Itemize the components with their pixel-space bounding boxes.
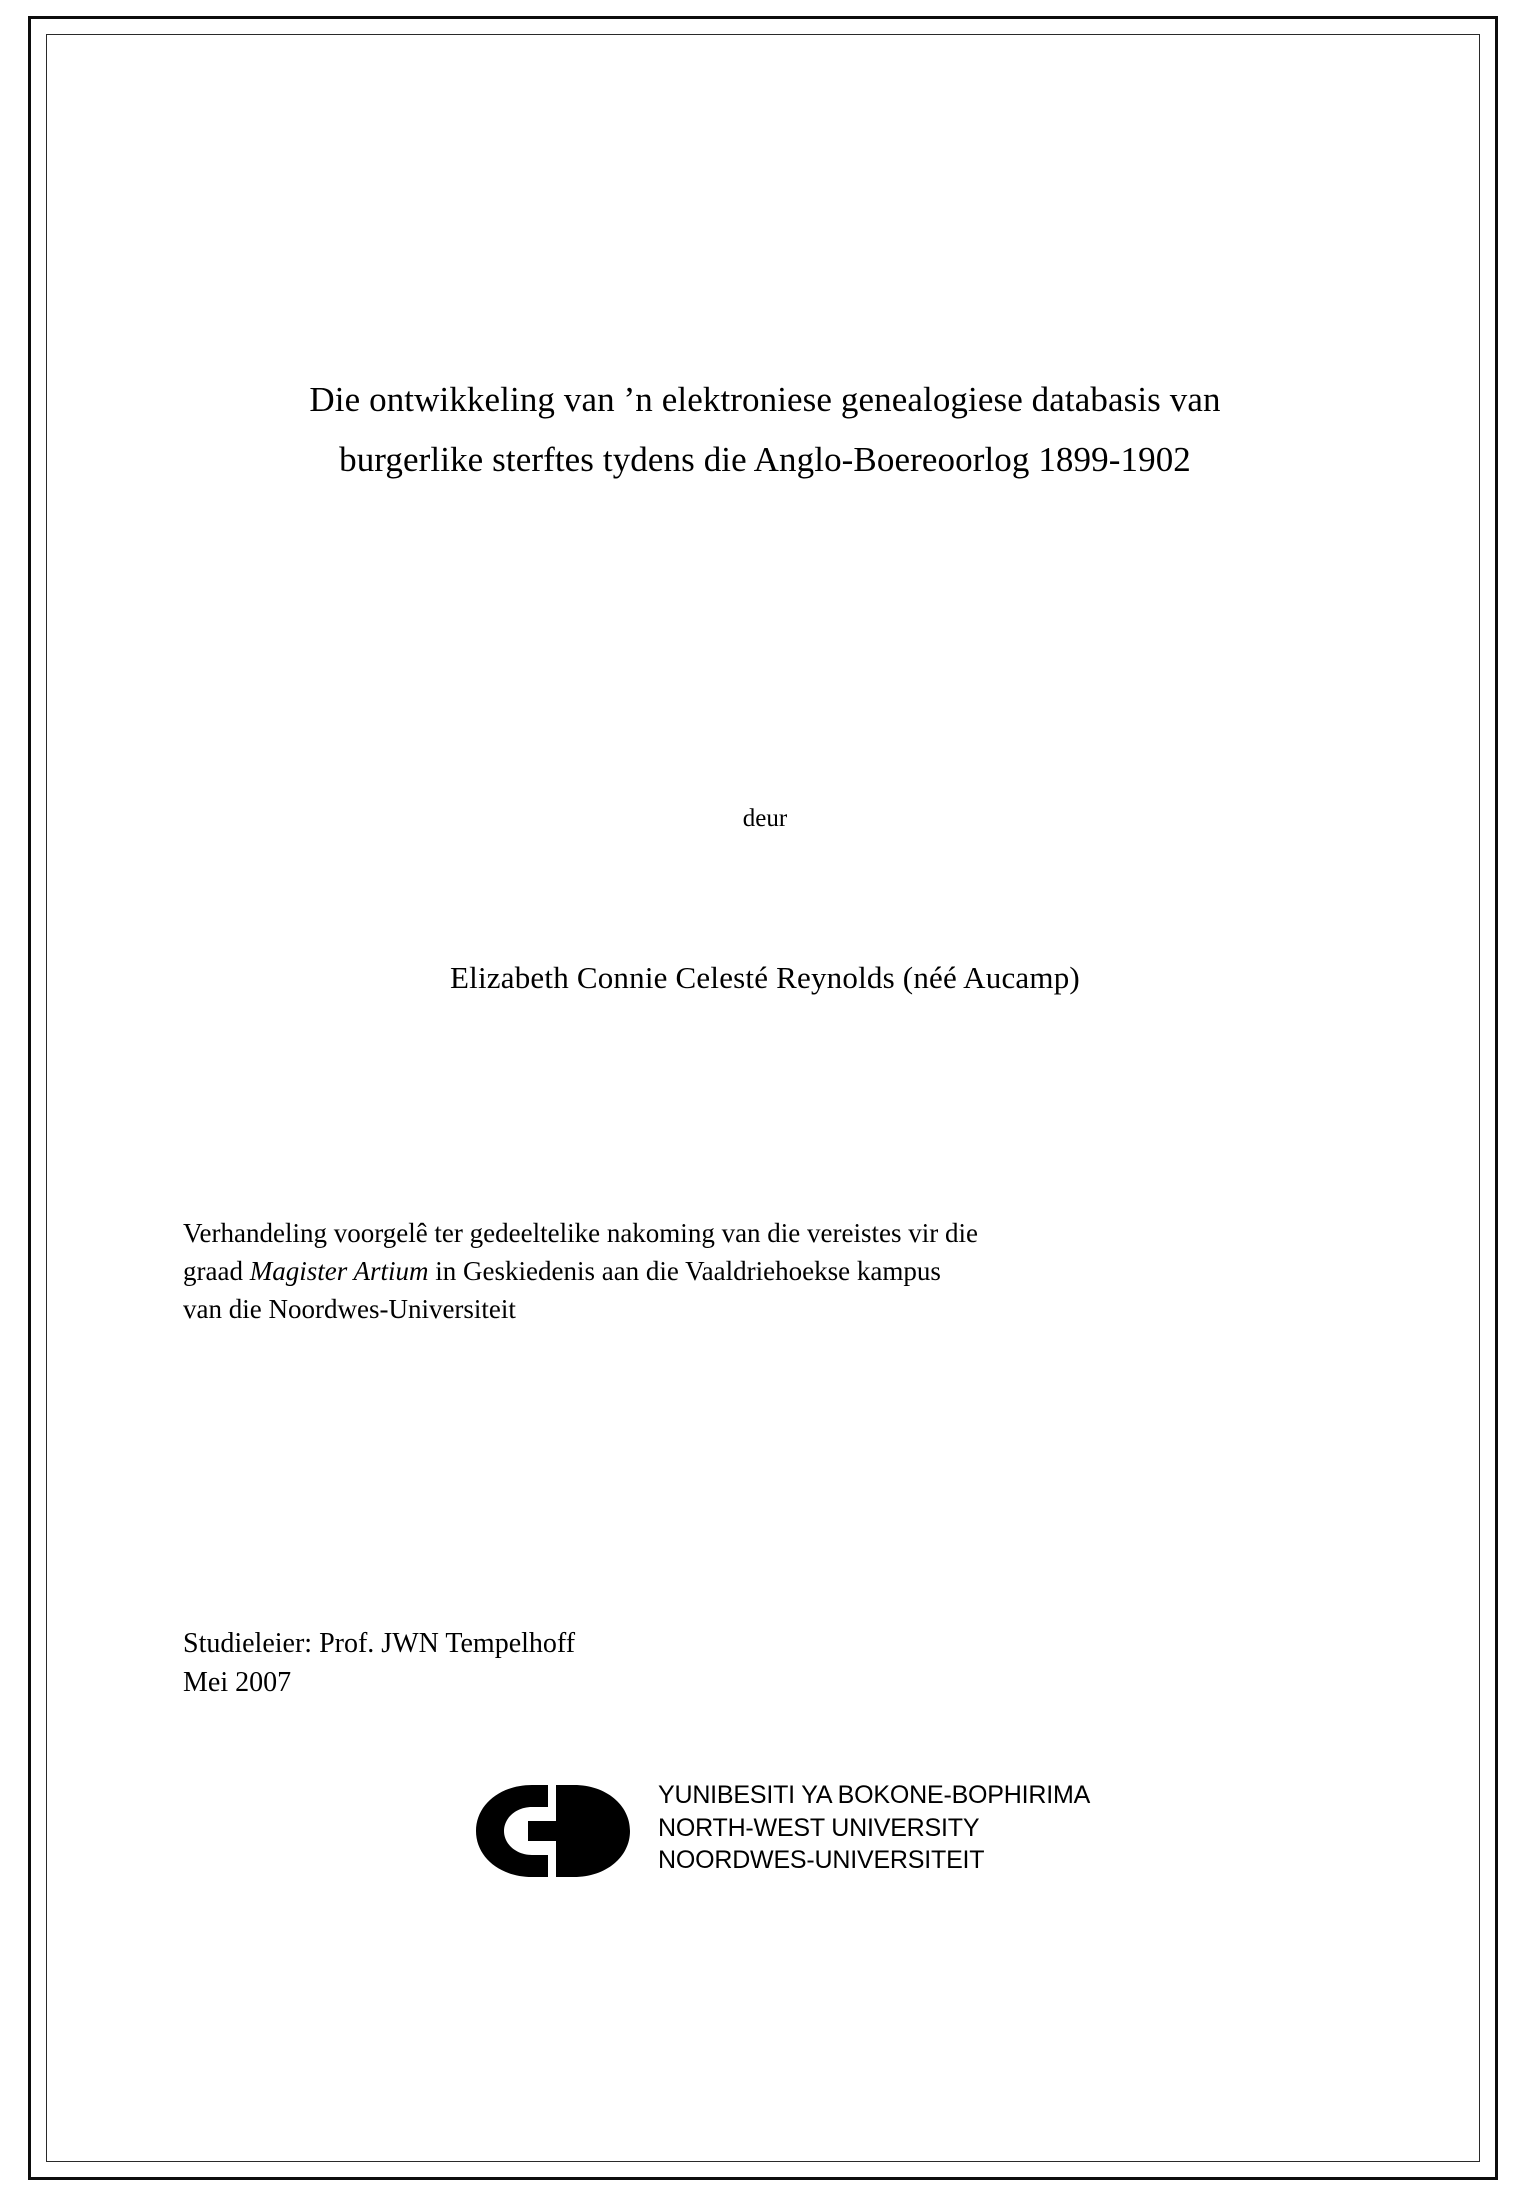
degree-name: Magister Artium: [249, 1255, 429, 1286]
degree-statement: [183, 1215, 1338, 1328]
thesis-title: [180, 370, 1350, 490]
degree-statement-line-3: van die Noordwes-Universiteit: [183, 1293, 516, 1324]
university-logo-text: [658, 1779, 1090, 1877]
degree-statement-suffix: in Geskiedenis aan die Vaaldriehoekse kampus: [428, 1255, 941, 1286]
degree-statement-line-2: [183, 1253, 1338, 1291]
submission-date: Mei 2007: [183, 1666, 292, 1698]
university-logo-block: [470, 1775, 1110, 1890]
by-label: deur: [742, 805, 788, 832]
degree-statement-line-1: Verhandeling voorgelê ter gedeeltelike nakoming van die vereistes vir die: [183, 1218, 978, 1248]
supervisor-block: [183, 1625, 1083, 1702]
title-page-content: [180, 0, 1350, 2206]
north-west-university-logo-icon: [470, 1781, 645, 1881]
thesis-title-line-1: Die ontwikkeling van ’n elektroniese genealogiese databasis van: [309, 380, 1221, 419]
author-name: Elizabeth Connie Celesté Reynolds (néé Aucamp): [450, 960, 1080, 995]
supervisor-name: Studieleier: Prof. JWN Tempelhoff: [183, 1628, 576, 1659]
university-name-setswana: YUNIBESITI YA BOKONE-BOPHIRIMA: [658, 1781, 1091, 1809]
thesis-title-line-2: burgerlike sterftes tydens die Anglo-Boereoorlog 1899-1902: [339, 440, 1191, 480]
university-name-afrikaans: NOORDWES-UNIVERSITEIT: [658, 1846, 985, 1874]
degree-statement-prefix: graad: [183, 1255, 250, 1286]
university-name-english: NORTH-WEST UNIVERSITY: [658, 1813, 980, 1842]
